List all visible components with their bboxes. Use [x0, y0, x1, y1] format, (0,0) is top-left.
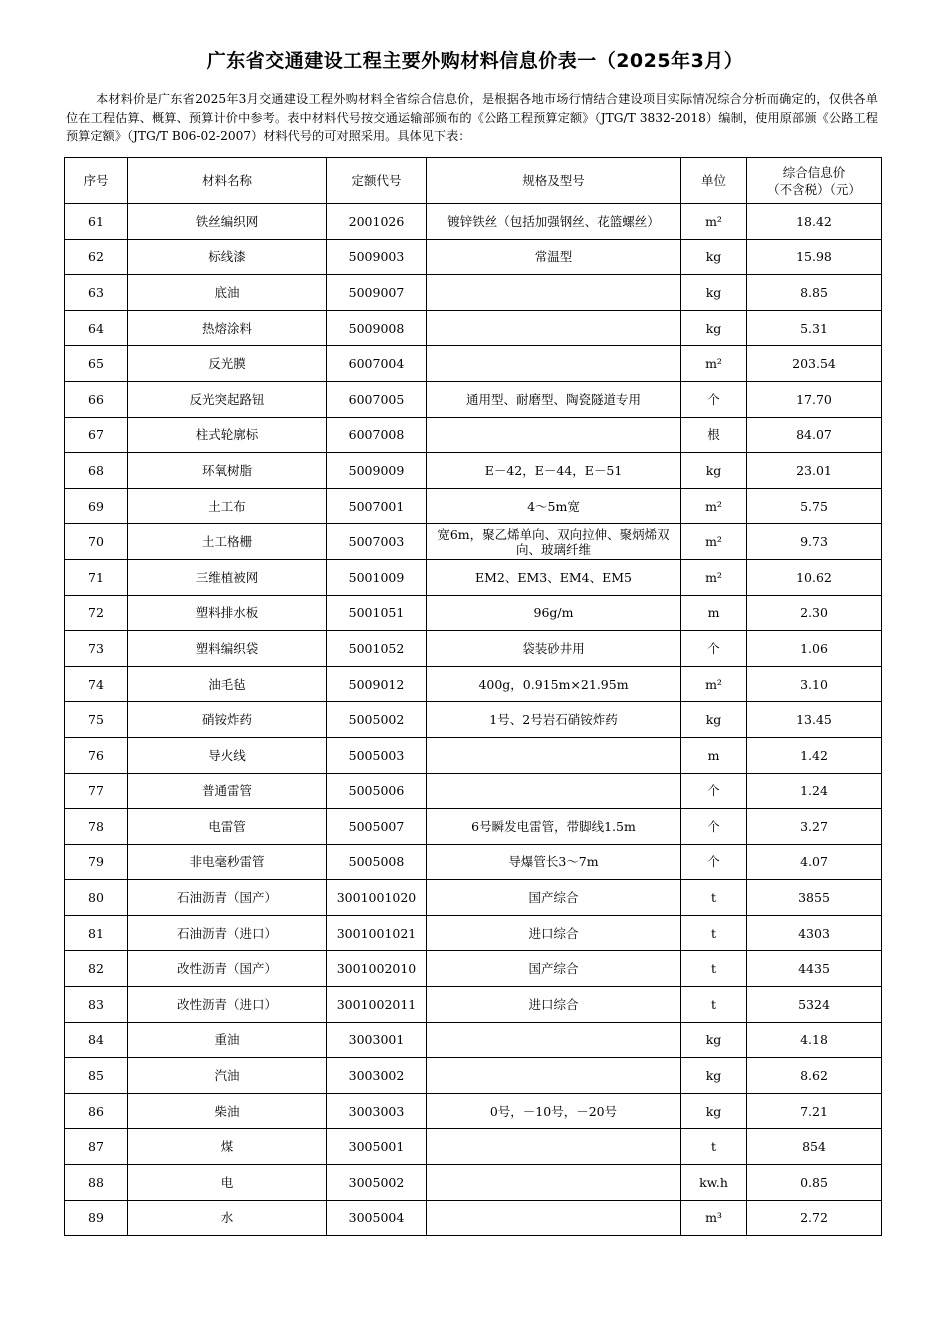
cell-code: 5005003 — [327, 737, 427, 773]
cell-code: 6007008 — [327, 417, 427, 453]
cell-name: 三维植被网 — [128, 559, 327, 595]
cell-name: 塑料排水板 — [128, 595, 327, 631]
cell-unit: m² — [681, 488, 747, 524]
cell-price: 5.75 — [747, 488, 882, 524]
cell-unit: t — [681, 1129, 747, 1165]
cell-unit: m³ — [681, 1200, 747, 1236]
cell-spec: 导爆管长3～7m — [427, 844, 681, 880]
cell-name: 油毛毡 — [128, 666, 327, 702]
cell-spec — [427, 275, 681, 311]
cell-price: 4303 — [747, 915, 882, 951]
table-body — [65, 204, 882, 1236]
cell-unit: 个 — [681, 773, 747, 809]
table-row — [65, 275, 882, 311]
page-title: 广东省交通建设工程主要外购材料信息价表一（2025年3月） — [206, 50, 744, 72]
cell-unit: m² — [681, 666, 747, 702]
cell-code: 3001001021 — [327, 915, 427, 951]
cell-unit: 个 — [681, 809, 747, 845]
cell-unit: kg — [681, 275, 747, 311]
cell-name: 电 — [128, 1165, 327, 1201]
price-table — [64, 157, 882, 1236]
cell-no: 74 — [65, 666, 128, 702]
table-row — [65, 1129, 882, 1165]
cell-price: 7.21 — [747, 1093, 882, 1129]
cell-price: 1.06 — [747, 631, 882, 667]
table-row — [65, 1022, 882, 1058]
cell-price: 9.73 — [747, 524, 882, 560]
cell-no: 89 — [65, 1200, 128, 1236]
cell-no: 67 — [65, 417, 128, 453]
cell-name: 底油 — [128, 275, 327, 311]
cell-spec — [427, 417, 681, 453]
cell-no: 78 — [65, 809, 128, 845]
cell-unit: kg — [681, 310, 747, 346]
cell-unit: kg — [681, 1022, 747, 1058]
cell-unit: t — [681, 987, 747, 1023]
cell-spec — [427, 310, 681, 346]
cell-name: 反光突起路钮 — [128, 381, 327, 417]
header-price — [747, 158, 882, 204]
cell-unit: kg — [681, 239, 747, 275]
cell-code: 3003001 — [327, 1022, 427, 1058]
cell-price: 854 — [747, 1129, 882, 1165]
cell-unit: 根 — [681, 417, 747, 453]
cell-name: 柴油 — [128, 1093, 327, 1129]
cell-code: 6007004 — [327, 346, 427, 382]
cell-code: 5005007 — [327, 809, 427, 845]
cell-unit: m — [681, 737, 747, 773]
cell-no: 81 — [65, 915, 128, 951]
header-no: 序号 — [65, 158, 128, 204]
cell-code: 3001001020 — [327, 880, 427, 916]
header-price-line2: （不含税）（元） — [767, 181, 861, 197]
cell-price: 2.30 — [747, 595, 882, 631]
cell-name: 石油沥青（国产） — [128, 880, 327, 916]
cell-no: 62 — [65, 239, 128, 275]
cell-unit: kw.h — [681, 1165, 747, 1201]
cell-name: 电雷管 — [128, 809, 327, 845]
cell-unit: t — [681, 880, 747, 916]
table-row — [65, 773, 882, 809]
cell-spec: 6号瞬发电雷管，带脚线1.5m — [427, 809, 681, 845]
cell-code: 5009008 — [327, 310, 427, 346]
cell-spec: 进口综合 — [427, 987, 681, 1023]
table-row — [65, 1058, 882, 1094]
cell-spec — [427, 1165, 681, 1201]
table-row — [65, 844, 882, 880]
cell-price: 17.70 — [747, 381, 882, 417]
cell-unit: 个 — [681, 381, 747, 417]
cell-name: 石油沥青（进口） — [128, 915, 327, 951]
cell-name: 铁丝编织网 — [128, 204, 327, 240]
cell-code: 3001002010 — [327, 951, 427, 987]
table-row — [65, 666, 882, 702]
table-row — [65, 915, 882, 951]
cell-no: 66 — [65, 381, 128, 417]
cell-unit: m² — [681, 204, 747, 240]
cell-code: 3005002 — [327, 1165, 427, 1201]
cell-spec: 1号、2号岩石硝铵炸药 — [427, 702, 681, 738]
cell-no: 65 — [65, 346, 128, 382]
table-row — [65, 702, 882, 738]
table-row — [65, 1200, 882, 1236]
cell-unit: m — [681, 595, 747, 631]
cell-no: 64 — [65, 310, 128, 346]
cell-name: 改性沥青（国产） — [128, 951, 327, 987]
table-row — [65, 1093, 882, 1129]
table-row — [65, 417, 882, 453]
cell-price: 3.10 — [747, 666, 882, 702]
cell-unit: kg — [681, 1058, 747, 1094]
cell-no: 75 — [65, 702, 128, 738]
table-row — [65, 488, 882, 524]
cell-no: 73 — [65, 631, 128, 667]
cell-name: 硝铵炸药 — [128, 702, 327, 738]
cell-no: 68 — [65, 453, 128, 489]
cell-price: 13.45 — [747, 702, 882, 738]
cell-spec: E－42，E－44，E－51 — [427, 453, 681, 489]
cell-code: 5005002 — [327, 702, 427, 738]
cell-unit: t — [681, 951, 747, 987]
cell-spec: 96g/m — [427, 595, 681, 631]
cell-code: 5009007 — [327, 275, 427, 311]
cell-no: 63 — [65, 275, 128, 311]
intro-paragraph: 本材料价是广东省2025年3月交通建设工程外购材料全省综合信息价，是根据各地市场行情结合建设项目实际情况综合分析而确定的，仅供各单位在工程估算、概算、预算计价中参考。表中材料代号按交通运输部颁布的《公路工程预算定额》（JTG/T 3832-2018）编制，使用原部颁《公路工程预算定额》（JTG/T B06-02-2007）材料代号的可对照采用。具体见下表： — [66, 92, 878, 143]
cell-price: 4435 — [747, 951, 882, 987]
cell-spec — [427, 737, 681, 773]
cell-spec: 国产综合 — [427, 880, 681, 916]
cell-unit: m² — [681, 524, 747, 560]
table-row — [65, 737, 882, 773]
cell-price: 203.54 — [747, 346, 882, 382]
table-row — [65, 204, 882, 240]
cell-code: 3003002 — [327, 1058, 427, 1094]
header-code: 定额代号 — [327, 158, 427, 204]
cell-spec: 宽6m，聚乙烯单向、双向拉伸、聚炳烯双向、玻璃纤维 — [427, 524, 681, 560]
cell-code: 3001002011 — [327, 987, 427, 1023]
cell-price: 0.85 — [747, 1165, 882, 1201]
cell-no: 71 — [65, 559, 128, 595]
cell-code: 5007003 — [327, 524, 427, 560]
table-row — [65, 1165, 882, 1201]
table-row — [65, 631, 882, 667]
cell-price: 8.85 — [747, 275, 882, 311]
cell-price: 84.07 — [747, 417, 882, 453]
cell-spec: EM2、EM3、EM4、EM5 — [427, 559, 681, 595]
cell-name: 环氧树脂 — [128, 453, 327, 489]
cell-price: 2.72 — [747, 1200, 882, 1236]
cell-spec — [427, 1058, 681, 1094]
cell-price: 4.18 — [747, 1022, 882, 1058]
cell-spec — [427, 773, 681, 809]
cell-no: 85 — [65, 1058, 128, 1094]
cell-name: 导火线 — [128, 737, 327, 773]
cell-price: 23.01 — [747, 453, 882, 489]
cell-spec: 0号，－10号，－20号 — [427, 1093, 681, 1129]
cell-no: 82 — [65, 951, 128, 987]
cell-spec: 通用型、耐磨型、陶瓷隧道专用 — [427, 381, 681, 417]
cell-no: 86 — [65, 1093, 128, 1129]
cell-code: 5009009 — [327, 453, 427, 489]
cell-price: 3.27 — [747, 809, 882, 845]
cell-price: 3855 — [747, 880, 882, 916]
cell-name: 标线漆 — [128, 239, 327, 275]
cell-code: 5001051 — [327, 595, 427, 631]
header-name: 材料名称 — [128, 158, 327, 204]
cell-spec: 进口综合 — [427, 915, 681, 951]
cell-no: 84 — [65, 1022, 128, 1058]
cell-no: 80 — [65, 880, 128, 916]
cell-name: 改性沥青（进口） — [128, 987, 327, 1023]
cell-code: 3003003 — [327, 1093, 427, 1129]
cell-spec: 国产综合 — [427, 951, 681, 987]
cell-code: 6007005 — [327, 381, 427, 417]
cell-no: 77 — [65, 773, 128, 809]
cell-price: 18.42 — [747, 204, 882, 240]
cell-name: 煤 — [128, 1129, 327, 1165]
cell-spec: 镀锌铁丝（包括加强钢丝、花篮螺丝） — [427, 204, 681, 240]
cell-name: 柱式轮廓标 — [128, 417, 327, 453]
cell-code: 3005004 — [327, 1200, 427, 1236]
cell-no: 88 — [65, 1165, 128, 1201]
cell-price: 10.62 — [747, 559, 882, 595]
cell-name: 塑料编织袋 — [128, 631, 327, 667]
cell-code: 3005001 — [327, 1129, 427, 1165]
header-unit: 单位 — [681, 158, 747, 204]
cell-spec: 400g，0.915m×21.95m — [427, 666, 681, 702]
cell-unit: t — [681, 915, 747, 951]
cell-name: 反光膜 — [128, 346, 327, 382]
cell-name: 普通雷管 — [128, 773, 327, 809]
cell-unit: 个 — [681, 844, 747, 880]
cell-no: 69 — [65, 488, 128, 524]
cell-price: 1.42 — [747, 737, 882, 773]
table-row — [65, 524, 882, 560]
table-header-row — [65, 158, 882, 204]
cell-code: 5005006 — [327, 773, 427, 809]
table-row — [65, 453, 882, 489]
table-row — [65, 809, 882, 845]
cell-code: 5009012 — [327, 666, 427, 702]
header-spec: 规格及型号 — [427, 158, 681, 204]
header-price-line1: 综合信息价 — [782, 164, 846, 180]
cell-spec — [427, 1200, 681, 1236]
cell-spec: 常温型 — [427, 239, 681, 275]
cell-no: 76 — [65, 737, 128, 773]
table-row — [65, 880, 882, 916]
cell-price: 15.98 — [747, 239, 882, 275]
cell-name: 热熔涂料 — [128, 310, 327, 346]
table-row — [65, 595, 882, 631]
cell-no: 70 — [65, 524, 128, 560]
cell-spec: 袋装砂井用 — [427, 631, 681, 667]
table-row — [65, 951, 882, 987]
cell-no: 61 — [65, 204, 128, 240]
cell-code: 5007001 — [327, 488, 427, 524]
cell-name: 土工格栅 — [128, 524, 327, 560]
table-row — [65, 310, 882, 346]
cell-name: 土工布 — [128, 488, 327, 524]
cell-unit: kg — [681, 1093, 747, 1129]
cell-unit: kg — [681, 702, 747, 738]
cell-no: 72 — [65, 595, 128, 631]
cell-name: 非电毫秒雷管 — [128, 844, 327, 880]
cell-spec — [427, 1022, 681, 1058]
cell-spec — [427, 1129, 681, 1165]
cell-no: 79 — [65, 844, 128, 880]
cell-unit: m² — [681, 346, 747, 382]
table-row — [65, 346, 882, 382]
table-row — [65, 381, 882, 417]
cell-price: 1.24 — [747, 773, 882, 809]
cell-code: 5001052 — [327, 631, 427, 667]
cell-spec — [427, 346, 681, 382]
cell-unit: kg — [681, 453, 747, 489]
table-row — [65, 987, 882, 1023]
cell-price: 8.62 — [747, 1058, 882, 1094]
cell-code: 2001026 — [327, 204, 427, 240]
cell-no: 87 — [65, 1129, 128, 1165]
cell-price: 5324 — [747, 987, 882, 1023]
cell-unit: 个 — [681, 631, 747, 667]
cell-price: 4.07 — [747, 844, 882, 880]
cell-name: 重油 — [128, 1022, 327, 1058]
cell-no: 83 — [65, 987, 128, 1023]
cell-price: 5.31 — [747, 310, 882, 346]
cell-unit: m² — [681, 559, 747, 595]
cell-spec: 4～5m宽 — [427, 488, 681, 524]
table-row — [65, 239, 882, 275]
cell-code: 5009003 — [327, 239, 427, 275]
table-row — [65, 559, 882, 595]
cell-name: 水 — [128, 1200, 327, 1236]
cell-code: 5001009 — [327, 559, 427, 595]
cell-name: 汽油 — [128, 1058, 327, 1094]
cell-code: 5005008 — [327, 844, 427, 880]
